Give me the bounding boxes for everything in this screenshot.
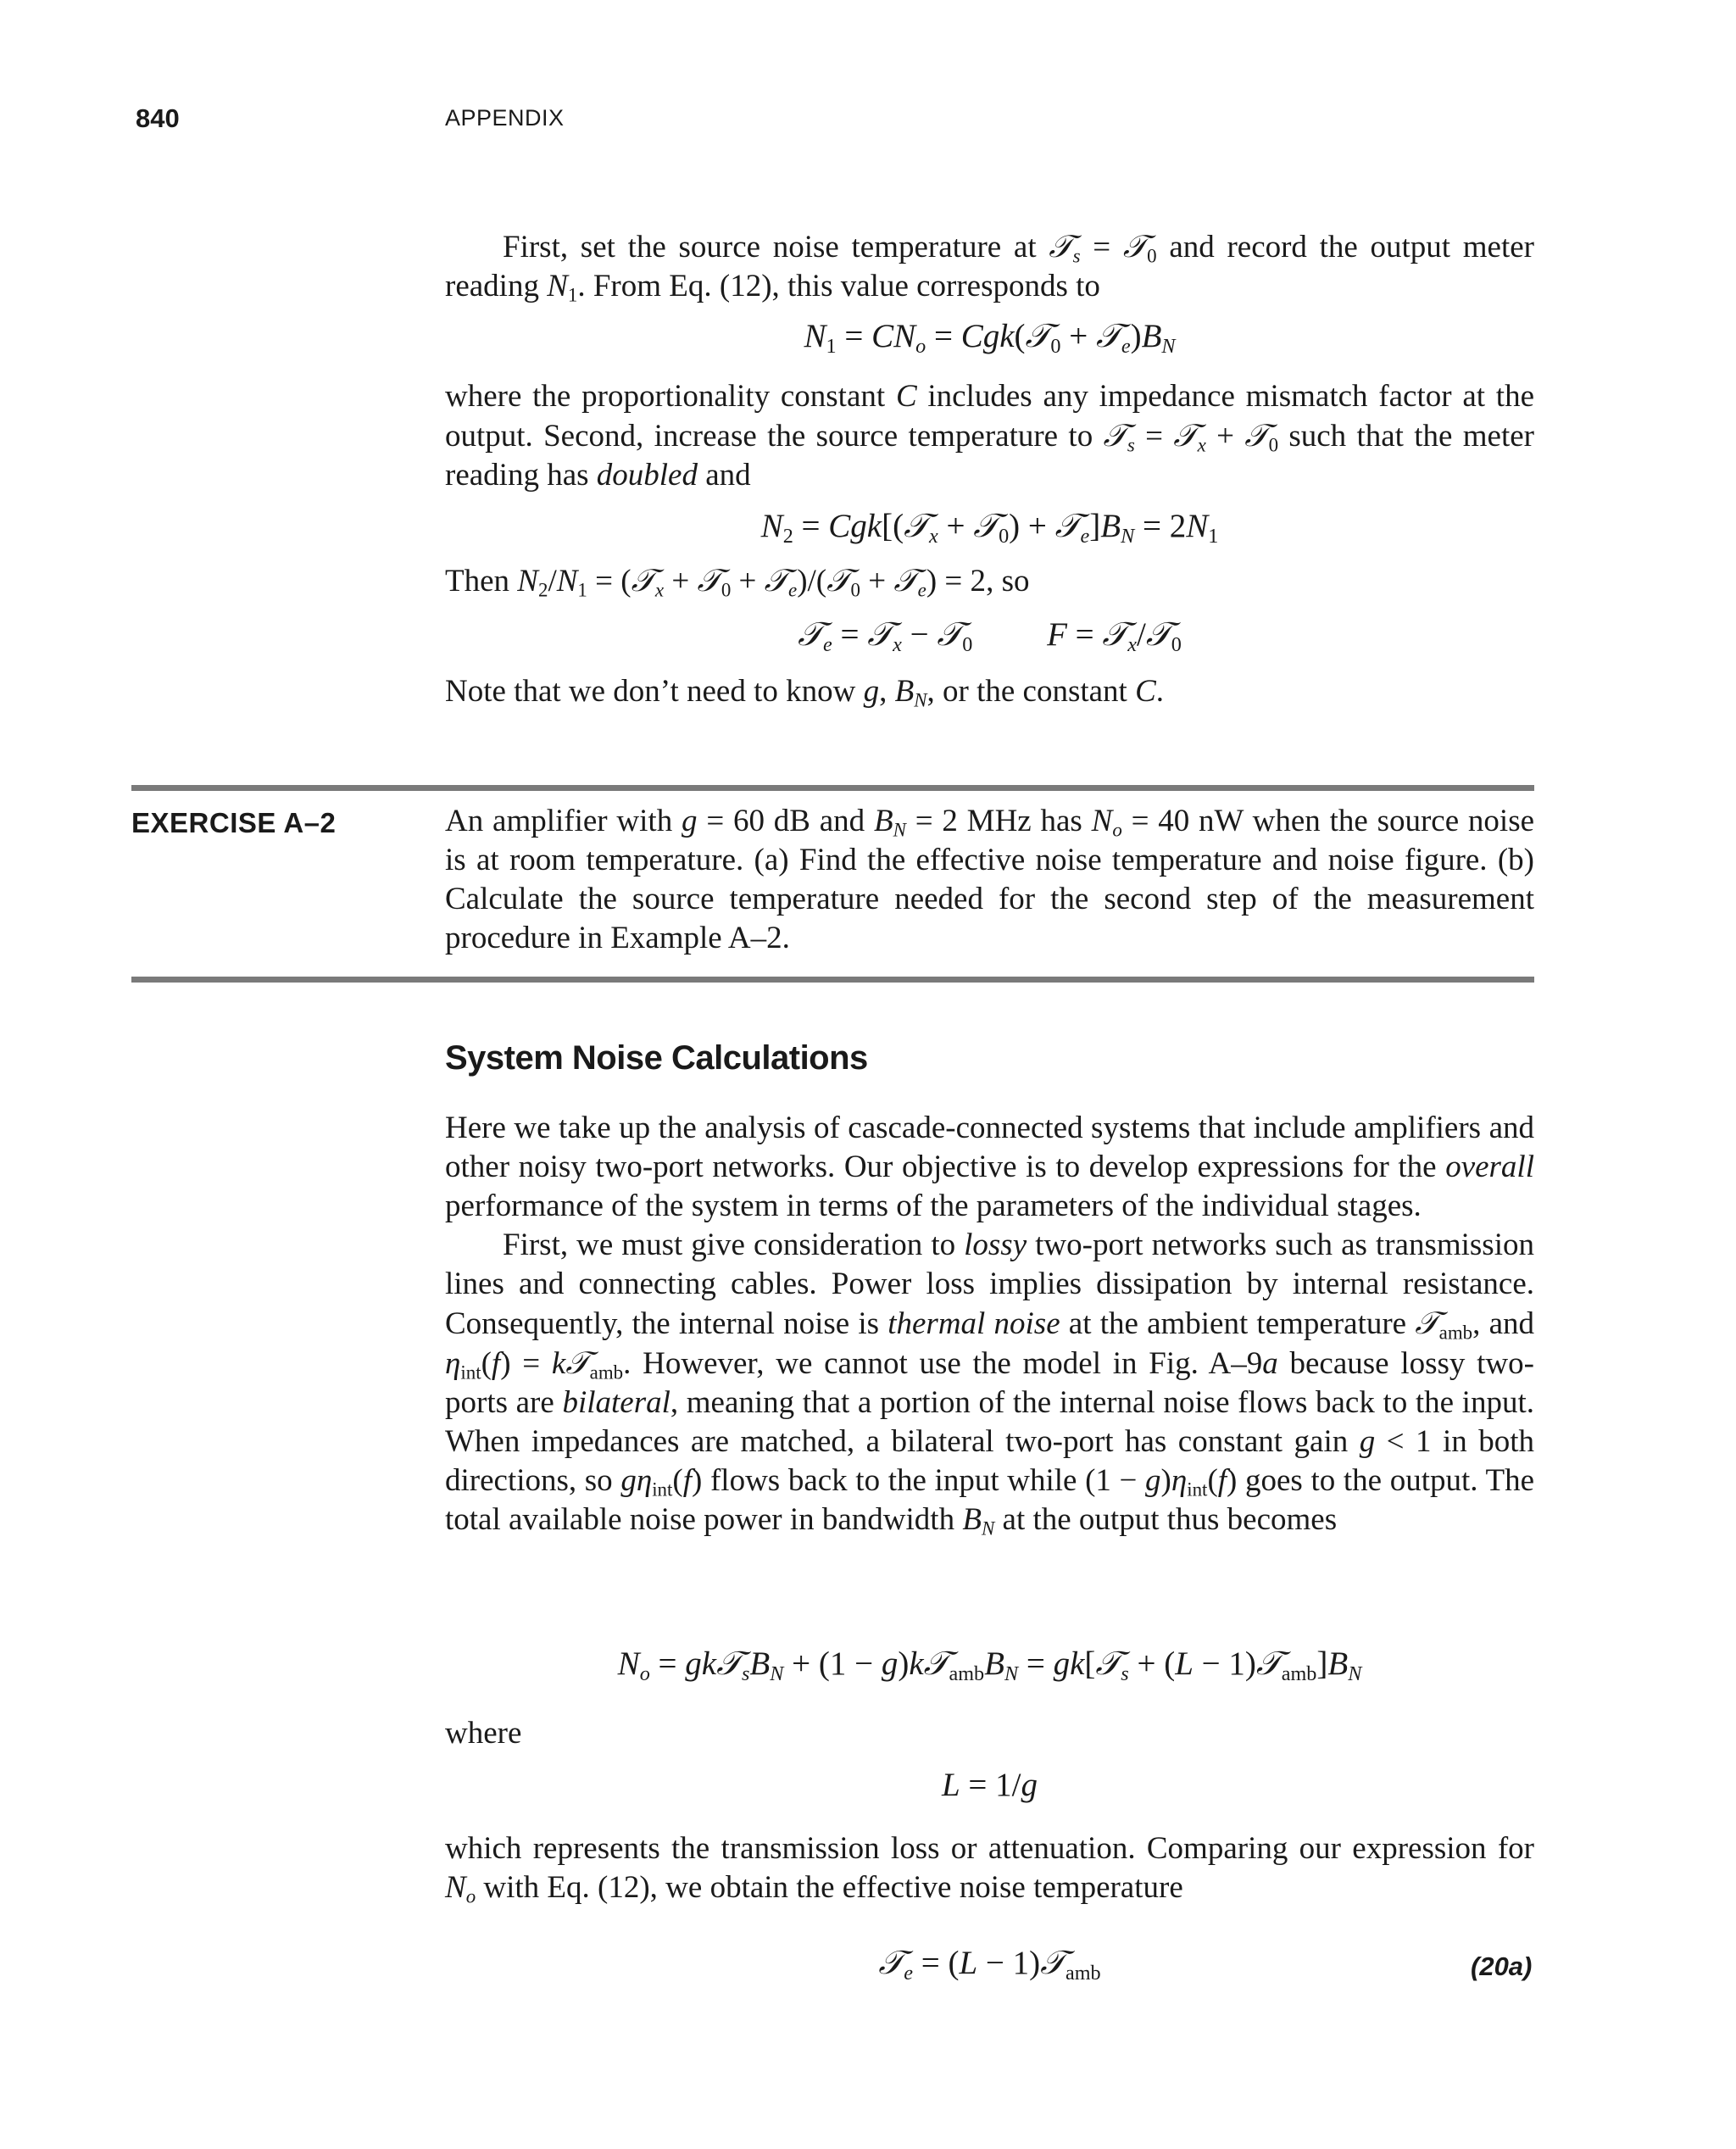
exercise-text: An amplifier with g = 60 dB and $B_N = 2$ MHz has $N_o = 40$ nW when the source noise is at room temperature. (a) Find the effective noise temperature and noise figure. (b) Calculate the source temperature needed for the second step of the measurement procedure in Example A–2. — [445, 804, 1535, 955]
equation-n1: $N_1 = CN_o$ = Cgk(𝒯$_0$ + $𝒯_e)B_N$ — [804, 317, 1176, 358]
where-label: where — [445, 1716, 522, 1751]
page-number: 840 — [136, 103, 180, 133]
paragraph-note: Note that we don’t need to know g, $B_N$, or the constant C. — [445, 674, 1165, 711]
exercise-bottom-rule — [131, 977, 1534, 983]
running-header: APPENDIX — [445, 105, 565, 131]
exercise-label: EXERCISE A–2 — [131, 807, 337, 838]
equation-number: (20a) — [1471, 1951, 1533, 1981]
equation-te-f: 𝒯$_e$ = 𝒯$_x$ − 𝒯$_0$ F = 𝒯$_x$/𝒯$_0$ — [798, 615, 1182, 656]
equation-no: $N_o$ = $gk𝒯_sB_N + (1$ − $g)k𝒯_{amb}B_N$ = gk[𝒯$_s$ + $(L - 1)𝒯_{amb}]B_N$ — [617, 1645, 1362, 1685]
equation-n2: $N_2$ = Cgk[(𝒯$_x$ + 𝒯$_0$) + $𝒯_e]B_N = 2N_1$ — [760, 507, 1219, 548]
equation-20a: 𝒯$_e$ = (L − 1)𝒯$_{amb}$ — [878, 1944, 1101, 1985]
paragraph-first-step: First, set the source noise temperature at 𝒯$_s$ = 𝒯$_0$ and record the output meter reading $N_1$. From Eq. (12), this value corresponds to — [445, 228, 1534, 306]
paragraph-proportionality: where the proportionality constant C includes any impedance mismatch factor at the output. Second, increase the source temperature to 𝒯$_s$ = 𝒯$_x$ + 𝒯$_0$ such that the meter reading has doubled and — [445, 379, 1535, 493]
exercise-top-rule — [131, 785, 1534, 791]
paragraph-cascade: Here we take up the analysis of cascade-connected systems that include amplifiers and other noisy two-port networks. Our objective is to develop expressions for the overall performance of the system in terms of the parameters of the individual stages. First, we must give consideration to lossy two-port networks such as transmission lines and connecting cables. Power loss implies dissipation by internal resistance. Consequently, the internal noise is thermal noise at the ambient temperature 𝒯$_{amb}$, and $\eta_{int}(f)$ = k𝒯$_{amb}$. However, we cannot use the model in Fig. A–9a because lossy two-ports are bilateral, meaning that a portion of the internal noise flows back to the input. When impedances are matched, a bilateral two-port has constant gain g < 1 in both directions, so $g\eta_{int}(f)$ flows back to the input while $(1 - g)\eta_{int}(f)$ goes to the output. The total available noise power in bandwidth $B_N$ at the output thus becomes — [445, 1111, 1534, 1539]
section-title: System Noise Calculations — [445, 1039, 868, 1077]
equation-l: L = 1/g — [941, 1767, 1038, 1803]
paragraph-transmission-loss: which represents the transmission loss or attenuation. Comparing our expression for $N_o$ with Eq. (12), we obtain the effective noise temperature — [445, 1831, 1534, 1907]
paragraph-then: Then $N_2/N_1$ = (𝒯$_x$ + 𝒯$_0$ + 𝒯$_e$)/(𝒯$_0$ + 𝒯$_e$) = 2, so — [445, 562, 1030, 601]
